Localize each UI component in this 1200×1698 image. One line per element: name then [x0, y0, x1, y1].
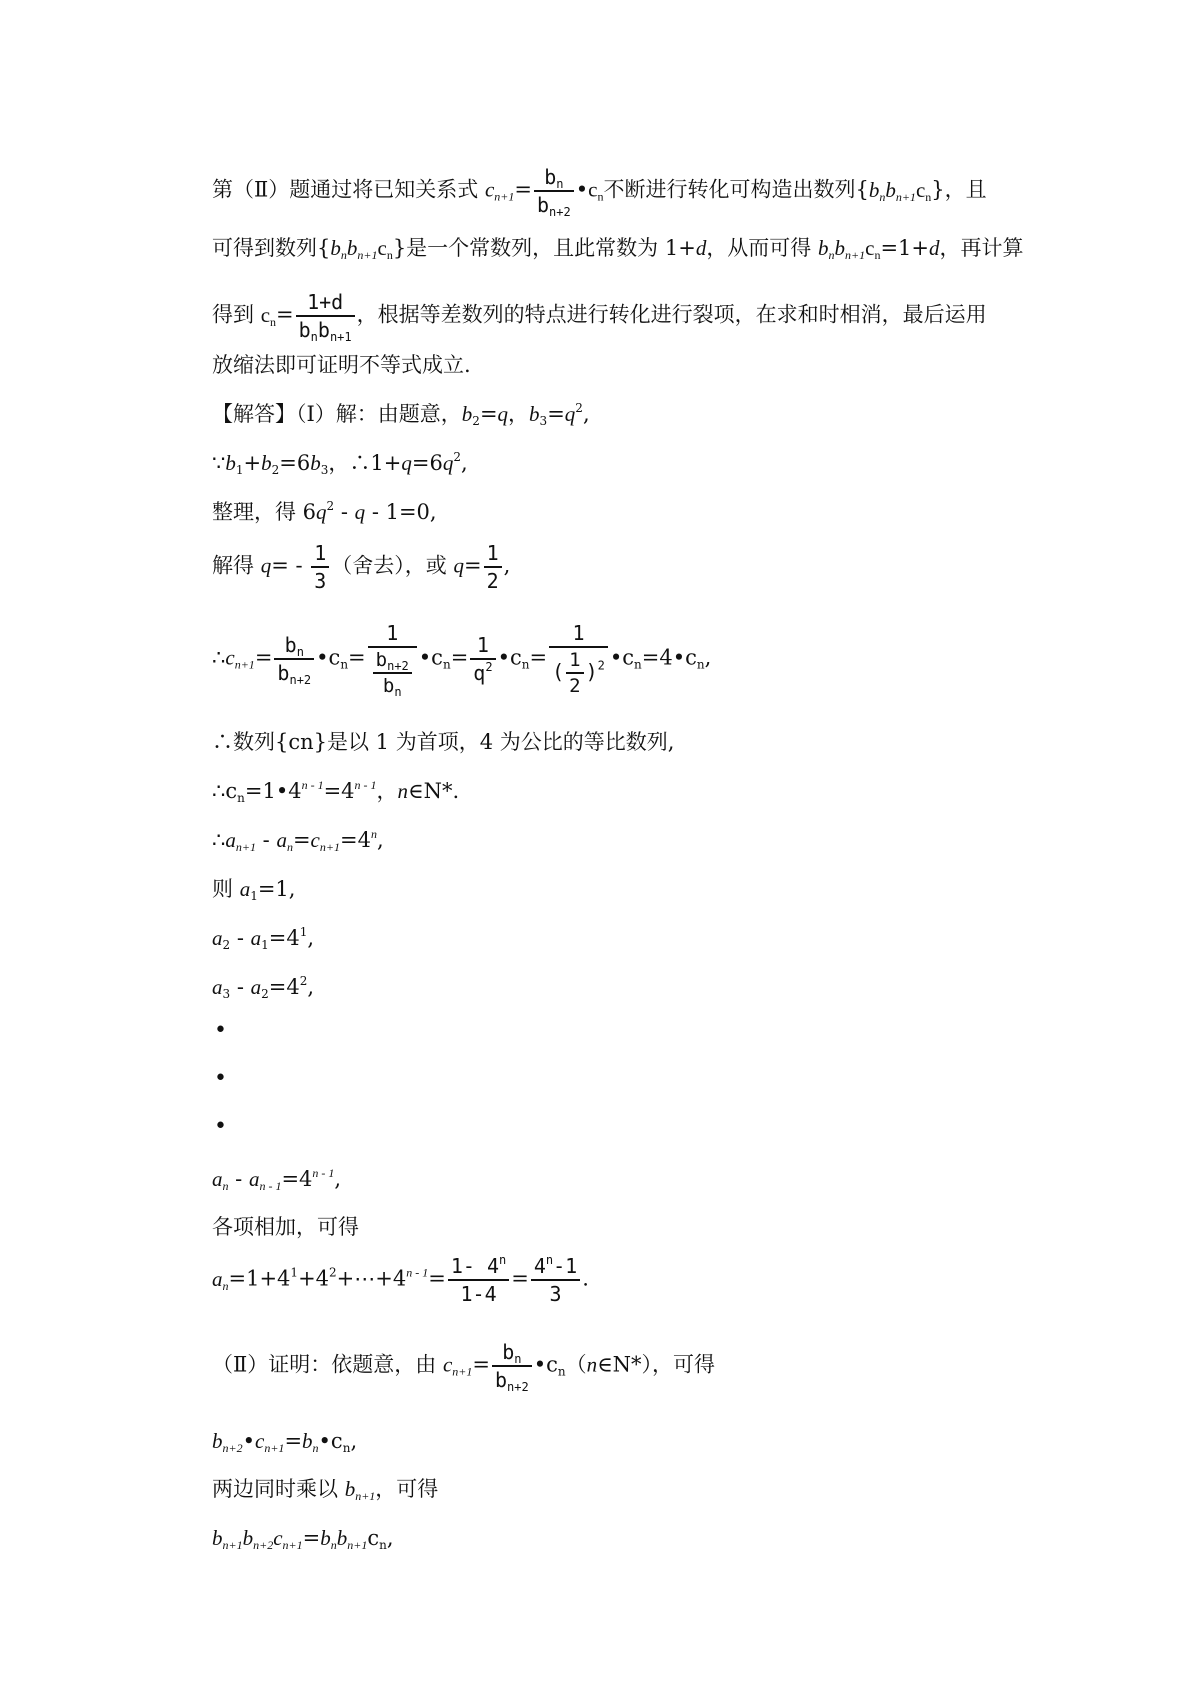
text-segment: ，∴1+ [328, 451, 402, 475]
text-line-4 [212, 350, 471, 380]
text-segment: ∴ [212, 828, 226, 852]
text-segment: ，再计算 [939, 236, 1024, 260]
fraction: 1 ( $\frac{1}{2}$ )$^2$ [549, 620, 608, 698]
text-segment: 第（Ⅱ）题通过将已知关系式 [212, 177, 485, 202]
text-segment: 得到 [212, 302, 261, 327]
text-segment: 放缩法即可证明不等式成立. [212, 353, 471, 377]
text-line-6: $\because b_1+b_2=6b_3$，$\therefore 1+q=6q^2$, [212, 450, 468, 477]
text-line-14: $a_2 - a_1=4^1$, [212, 925, 315, 952]
bullet: • [214, 1066, 227, 1091]
text-segment: }是一个常数列，且此常数为 1+ [392, 236, 696, 260]
text-segment: 整理，得 6 [212, 500, 317, 524]
text-segment: （舍去），或 [331, 553, 454, 578]
fraction: $\frac{1}{q^2}$ [470, 632, 495, 686]
text-segment: 不断进行转化可构造出数列{ [603, 177, 869, 202]
text-line-22: $b_{n+1}b_{n+2}c_{n+1}=b_nb_{n+1}c_n$, [212, 1526, 394, 1552]
fraction: $\frac{b_n}{b_{n+2}}$ [534, 164, 574, 218]
text-line-15: $a_3 - a_2=4^2$, [212, 974, 315, 1001]
fraction: $\frac{1}{2}$ [484, 540, 502, 594]
text-line-9: $\therefore c_{n+1}=$ $\frac{b_n}{b_{n+2}}$ $•c_n=$ $\frac{1}{\frac{b_{n+2}}{b_n}}$ $•c_n=$ $\frac{1}{q^2}$ $•c_n=$ 1 ( $\frac{1}{2}$ )$^2$ $•c_n=4•c_n$, [212, 621, 712, 699]
text-segment: }，且 [931, 177, 987, 202]
bullet: • [214, 1114, 227, 1139]
bullet: • [214, 1018, 227, 1043]
text-segment: （ [565, 1352, 587, 1377]
text-line-12: $\therefore a_{n+1} - a_n=c_{n+1}=4^n$, [212, 827, 384, 854]
text-segment: 解得 [212, 553, 261, 578]
text-segment: ∴数列{cn}是以 1 为首项，4 为公比的等比数列, [212, 730, 675, 754]
text-line-17 [212, 1212, 359, 1242]
text-segment: ，可得 [375, 1477, 439, 1501]
fraction: $\frac{1}{\frac{b_{n+2}}{b_n}}$ [368, 620, 417, 698]
text-segment: ∈N*），可得 [597, 1352, 716, 1377]
text-segment: 则 [212, 877, 240, 901]
text-line-11: $\therefore c_n=1•4^{n - 1}=4^{n - 1}$，n∈N*. [212, 778, 460, 805]
text-line-16: $a_n - a_{n - 1}=4^{n - 1}$, [212, 1166, 342, 1193]
text-line-10 [212, 727, 674, 757]
text-line-7: 整理，得 $6q^2 - q - 1=0$, [212, 499, 437, 524]
text-line-19: （Ⅱ）证明：依题意，由 $c_{n+1}=$ $\frac{b_n}{b_{n+2}}$ $•c_n(n\in N*)$，可得 [212, 1340, 716, 1394]
text-line-18: $a_n=1+4^1+4^2+\cdots+4^{n - 1}=$ $\frac{1- 4^n}{1-4}$ = $\frac{4^n-1}{3}$ . [212, 1253, 589, 1306]
text-segment: （Ⅱ）证明：依题意，由 [212, 1352, 443, 1377]
fraction: $\frac{b_n}{b_{n+2}}$ [274, 632, 314, 686]
fraction: $\frac{1}{3}$ [311, 540, 329, 594]
fraction: $\frac{1- 4^n}{1-4}$ [448, 1253, 509, 1307]
fraction: $\frac{b_n}{b_{n+2}}$ [492, 1339, 532, 1393]
text-line-21: 两边同时乘以 $b_{n+1}$，可得 [212, 1477, 439, 1503]
fraction: $\frac{4^n-1}{3}$ [531, 1253, 580, 1307]
fraction: $\frac{1+d}{b_nb_{n+1}}$ [296, 289, 355, 343]
text-line-2: 可得到数列$\{b_nb_{n+1}c_n\}$是一个常数列，且此常数为 1+d，从而可得 $b_nb_{n+1}c_n=1+d$，再计算 [212, 236, 1024, 262]
text-segment: 可得到数列{ [212, 236, 331, 260]
text-segment: 各项相加，可得 [212, 1215, 359, 1239]
text-line-3: 得到 $c_n=$ $\frac{1+d}{b_nb_{n+1}}$ ，根据等差数列的特点进行转化进行裂项，在求和时相消，最后运用 [212, 290, 987, 344]
text-line-13: 则 $a_1=1$, [212, 877, 296, 903]
text-segment: 两边同时乘以 [212, 1477, 345, 1501]
text-line-5: 【解答】（Ⅰ）解：由题意，$b_2=q$，$b_3=q^2$, [212, 401, 590, 428]
text-line-8: 解得 q= - $\frac{1}{3}$ （舍去），或 q= $\frac{1}{2}$ , [212, 541, 511, 593]
text-segment: ，根据等差数列的特点进行转化进行裂项，在求和时相消，最后运用 [356, 302, 987, 327]
text-segment: ∵ [212, 451, 226, 475]
text-segment: 【解答】（Ⅰ）解：由题意， [212, 402, 462, 426]
text-segment: ，从而可得 [706, 236, 818, 260]
text-line-1: 第（Ⅱ）题通过将已知关系式 $c_{n+1}=$ $\frac{b_n}{b_{n+2}}$ $•c_n$不断进行转化可构造出数列$\{b_nb_{n+1}c_n\}$，且 [212, 165, 987, 219]
text-segment: =1+ [880, 236, 929, 260]
text-line-20: $b_{n+2}•c_{n+1}=b_n•c_n$, [212, 1429, 358, 1455]
